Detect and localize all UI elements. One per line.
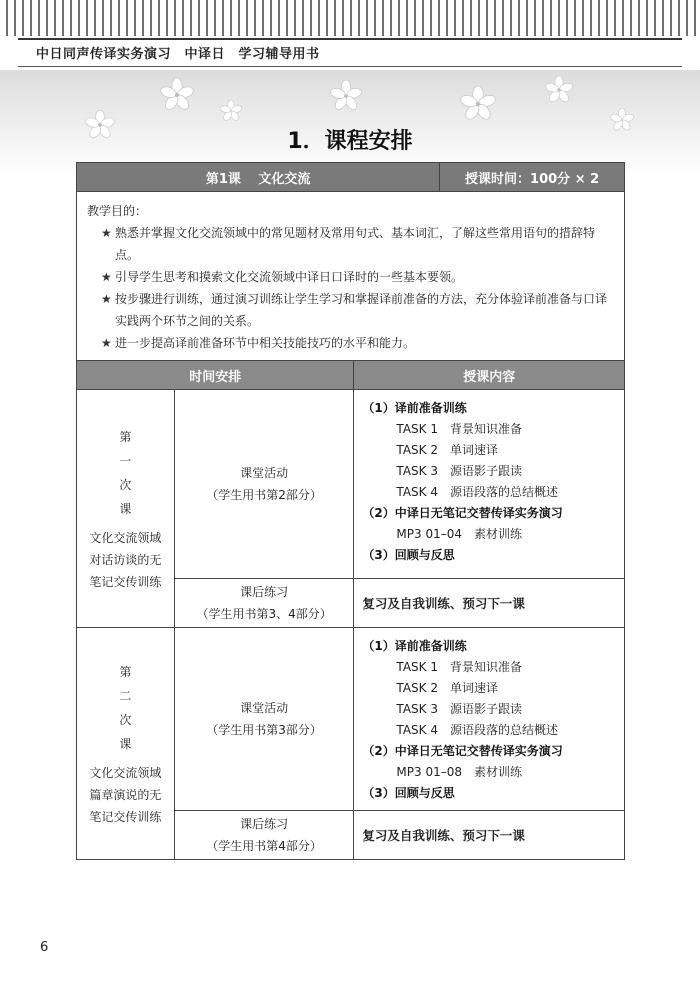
session-2-class-row bbox=[77, 628, 625, 811]
session-1-label: 第 一 次 课 文化交流领域 对话访谈的无 笔记交传训练 bbox=[77, 390, 175, 628]
session-2-description: 文化交流领域 篇章演说的无 笔记交传训练 bbox=[89, 765, 162, 824]
goal-text: 熟悉并掌握文化交流领域中的常见题材及常用句式、基本词汇，了解这些常用语句的措辞特点。 bbox=[115, 226, 596, 262]
goal-item bbox=[87, 332, 614, 354]
session-1-class-activity: 课堂活动 （学生用书第2部分） bbox=[174, 390, 354, 579]
sakura-banner bbox=[0, 70, 700, 175]
session-1-homework-content: 复习及自我训练、预习下一课 bbox=[354, 579, 625, 628]
page-number: 6 bbox=[40, 940, 49, 955]
column-header-row bbox=[77, 361, 625, 390]
cherry-blossom-icon bbox=[330, 80, 362, 112]
cherry-blossom-icon bbox=[545, 76, 573, 104]
goal-text: 引导学生思考和摸索文化交流领域中译日口译时的一些基本要领。 bbox=[115, 270, 464, 284]
session-2-label: 第 二 次 课 文化交流领域 篇章演说的无 笔记交传训练 bbox=[77, 628, 175, 860]
lesson-name: 第1课 文化交流 bbox=[77, 163, 440, 192]
session-1-class-content: （1）译前准备训练 TASK 1 背景知识准备 TASK 2 单词速译 TASK 3 源语影子跟读 TASK 4 源语段落的总结概述 （2）中译日无笔记交替传译实务演习 MP3 01–04 素材训练 （3）回顾与反思 bbox=[354, 390, 625, 579]
column-header-time: 时间安排 bbox=[77, 361, 354, 390]
goal-item bbox=[87, 288, 614, 332]
page-title: 1．课程安排 bbox=[287, 129, 413, 154]
cherry-blossom-icon bbox=[220, 100, 242, 122]
teaching-goals bbox=[77, 192, 625, 361]
cherry-blossom-icon bbox=[460, 86, 496, 122]
session-2-homework-content: 复习及自我训练、预习下一课 bbox=[354, 811, 625, 860]
session-2-homework: 课后练习 （学生用书第4部分） bbox=[174, 811, 354, 860]
session-2-class-activity: 课堂活动 （学生用书第3部分） bbox=[174, 628, 354, 811]
goal-item bbox=[87, 266, 614, 288]
goals-row bbox=[77, 192, 625, 361]
header-rule-bottom bbox=[18, 66, 682, 67]
star-icon: ★ bbox=[101, 270, 112, 284]
header-rule-top bbox=[18, 38, 682, 40]
goal-text: 进一步提高译前准备环节中相关技能技巧的水平和能力。 bbox=[115, 336, 416, 350]
course-schedule-table bbox=[76, 162, 625, 860]
running-header: 中日同声传译实务演习 中译日 学习辅导用书 bbox=[36, 47, 320, 62]
lesson-header-row bbox=[77, 163, 625, 192]
goal-text: 按步骤进行训练，通过演习训练让学生学习和掌握译前准备的方法，充分体验译前准备与口译实践两个环节之间的关系。 bbox=[115, 292, 608, 328]
session-1-homework: 课后练习 （学生用书第3、4部分） bbox=[174, 579, 354, 628]
star-icon: ★ bbox=[101, 226, 112, 240]
session-1-description: 文化交流领域 对话访谈的无 笔记交传训练 bbox=[89, 530, 162, 589]
lesson-time: 授课时间：100分 × 2 bbox=[440, 163, 625, 192]
goal-item bbox=[87, 222, 614, 266]
star-icon: ★ bbox=[101, 336, 112, 350]
session-1-class-row bbox=[77, 390, 625, 579]
star-icon: ★ bbox=[101, 292, 112, 306]
column-header-content: 授课内容 bbox=[354, 361, 625, 390]
goals-label: 教学目的： bbox=[87, 204, 148, 218]
session-2-class-content: （1）译前准备训练 TASK 1 背景知识准备 TASK 2 单词速译 TASK 3 源语影子跟读 TASK 4 源语段落的总结概述 （2）中译日无笔记交替传译实务演习 MP3 01–08 素材训练 （3）回顾与反思 bbox=[354, 628, 625, 811]
header-stripes bbox=[0, 0, 700, 40]
cherry-blossom-icon bbox=[160, 78, 194, 112]
